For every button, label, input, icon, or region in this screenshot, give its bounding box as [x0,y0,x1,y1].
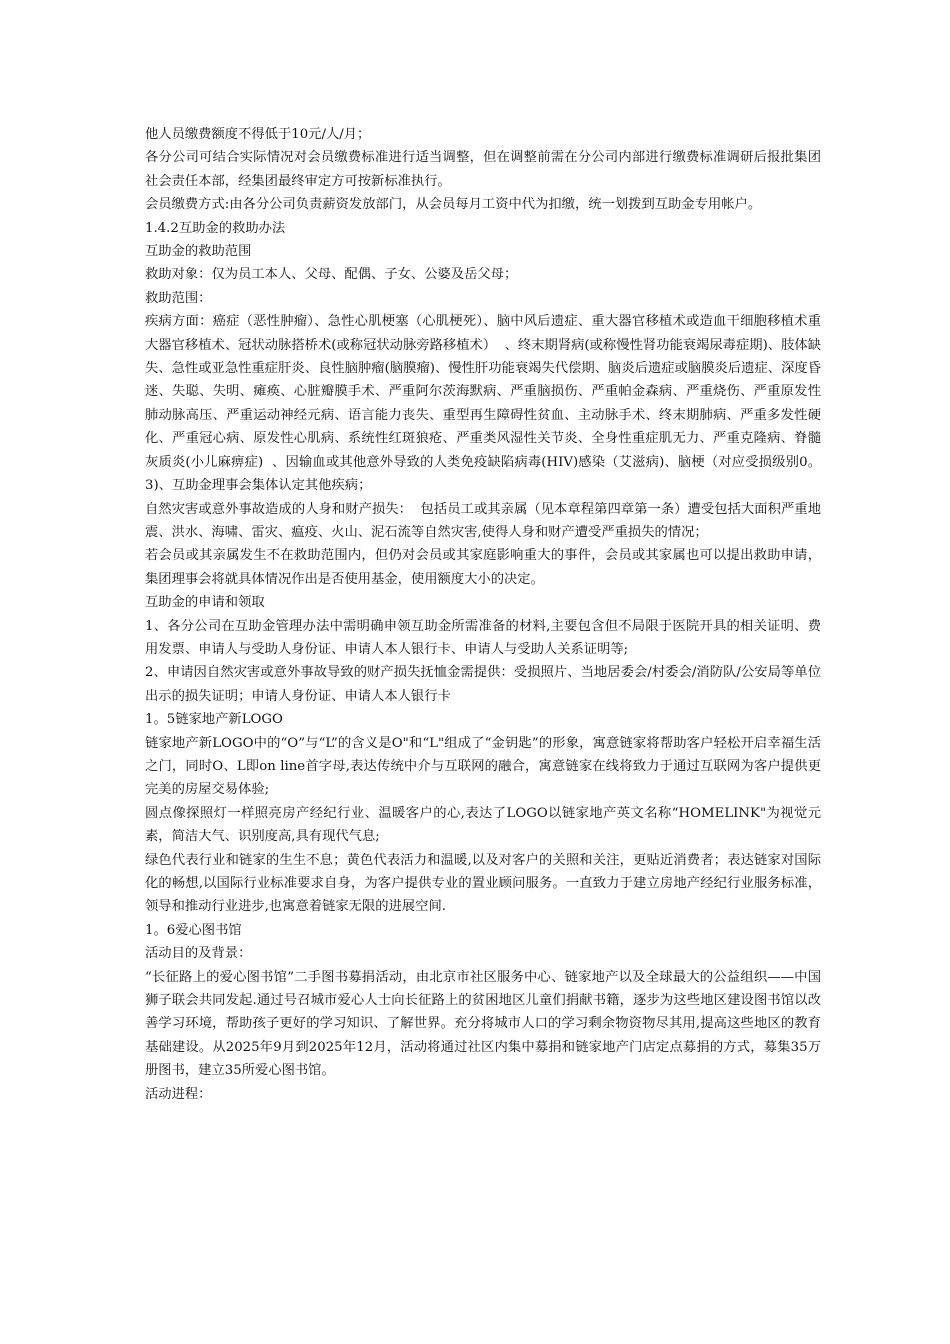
paragraph-application-materials: 1、各分公司在互助金管理办法中需明确申领互助金所需准备的材料,主要包含但不局限于医院开具的相关证明、费用发票、申请人与受助人身份证、申请人本人银行卡、申请人与受助人关系证明等; [145,618,821,657]
paragraph-natural-disaster: 自然灾害或意外事故造成的人身和财产损失： 包括员工或其亲属（见本章程第四章第一条）遭受包括大面积严重地震、洪水、海啸、雷灾、瘟疫、火山、泥石流等自然灾害,使得人身和财产遭受严重损失的情况； [145,501,821,540]
paragraph-logo-colors: 绿色代表行业和链家的生生不息；黄色代表活力和温暖,以及对客户的关照和关注，更贴近消费者；表达链家对国际化的畅想,以国际行业标准要求自身，为客户提供专业的置业顾问服务。一直致力于建立房地产经纪行业服务标准，领导和推动行业进步,也寓意着链家无限的进展空间. [145,852,821,915]
paragraph-logo-meaning: 链家地产新LOGO中的“O”与“L”的含义是O"和“L"组成了“金钥匙”的形象，寓意链家将帮助客户轻松开启幸福生活之门，同时O、L即on line首字母,表达传统中介与互联网的融合，寓意链家在线将致力于通过互联网为客户提供更完美的房屋交易体验; [145,735,821,798]
subheading-application: 互助金的申请和领取 [145,595,265,611]
section-heading-aid-method: 1.4.2互助金的救助办法 [145,220,286,236]
paragraph-disease-list: 疾病方面：癌症（恶性肿瘤）、急性心肌梗塞（心肌梗死）、脑中风后遗症、重大器官移植术或造血干细胞移植术重大器官移植术、冠状动脉搭桥术(或称冠状动脉旁路移植术） 、终末期肾病(或称慢性肾功能衰竭尿毒症期)、肢体缺失、急性或亚急性重症肝炎、良性脑肿瘤(脑膜瘤)、慢性肝功能衰竭失代偿期、脑炎后遗症或脑膜炎后遗症、深度昏迷、失聪、失明、瘫痪、心脏瓣膜手术、严重阿尔茨海默病、严重脑损伤、严重帕金森病、严重烧伤、严重原发性肺动脉高压、严重运动神经元病、语言能力丧失、重型再生障碍性贫血、主动脉手术、终末期肺病、严重多发性硬化、严重冠心病、原发性心肌病、系统性红斑狼疮、严重类风湿性关节炎、全身性重症肌无力、严重克隆病、脊髓灰质炎(小儿麻痹症) 、因输血或其他意外导致的人类免疫缺陷病毒(HIV)感染（艾滋病)、脑梗（对应受损级别0。3)、互助金理事会集体认定其他疾病； [145,314,821,494]
paragraph-aid-recipients: 救助对象：仅为员工本人、父母、配偶、子女、公婆及岳父母； [145,267,518,283]
subheading-library-progress: 活动进程： [145,1086,212,1102]
paragraph-fee-minimum: 他人员缴费额度不得低于10元/人/月； [145,127,371,142]
paragraph-fee-adjustment: 各分公司可结合实际情况对会员缴费标准进行适当调整，但在调整前需在分公司内部进行缴费标准调研后报批集团社会责任本部，经集团最终审定方可按新标准执行。 [145,150,821,189]
paragraph-aid-scope-label: 救助范围： [145,290,212,306]
section-heading-logo: 1。5链家地产新LOGO [145,712,283,728]
subheading-library-purpose: 活动目的及背景： [145,946,252,962]
subheading-aid-scope: 互助金的救助范围 [145,244,252,260]
paragraph-library-description: “长征路上的爱心图书馆”二手图书募捐活动，由北京市社区服务中心、链家地产以及全球最大的公益组织——中国狮子联会共同发起.通过号召城市爱心人士向长征路上的贫困地区儿童们捐献书籍，逐步为这些地区建设图书馆以改善学习环境，帮助孩子更好的学习知识、了解世界。充分将城市人口的学习剩余物资物尽其用,提高这些地区的教育基础建设。从2025年9月到2025年12月，活动将通过社区内集中募捐和链家地产门店定点募捐的方式，募集35万册图书，建立35所爱心图书馆。 [145,969,821,1079]
paragraph-disaster-materials: 2、申请因自然灾害或意外事故导致的财产损失抚恤金需提供：受损照片、当地居委会/村委会/消防队/公安局等单位出示的损失证明；申请人身份证、申请人本人银行卡 [145,665,821,704]
document-page [145,123,821,1106]
section-heading-library: 1。6爱心图书馆 [145,922,242,938]
paragraph-fee-method: 会员缴费方式:由各分公司负责薪资发放部门，从会员每月工资中代为扣缴，统一划拨到互助金专用帐户。 [145,197,762,213]
paragraph-other-events: 若会员或其亲属发生不在救助范围内，但仍对会员或其家庭影响重大的事件，会员或其家属也可以提出救助申请，集团理事会将就具体情况作出是否使用基金，使用额度大小的决定。 [145,548,821,587]
paragraph-logo-dot: 圆点像探照灯一样照亮房产经纪行业、温暖客户的心,表达了LOGO以链家地产英文名称“HOMELINK"为视觉元素，简洁大气、识别度高,具有现代气息; [145,805,821,845]
